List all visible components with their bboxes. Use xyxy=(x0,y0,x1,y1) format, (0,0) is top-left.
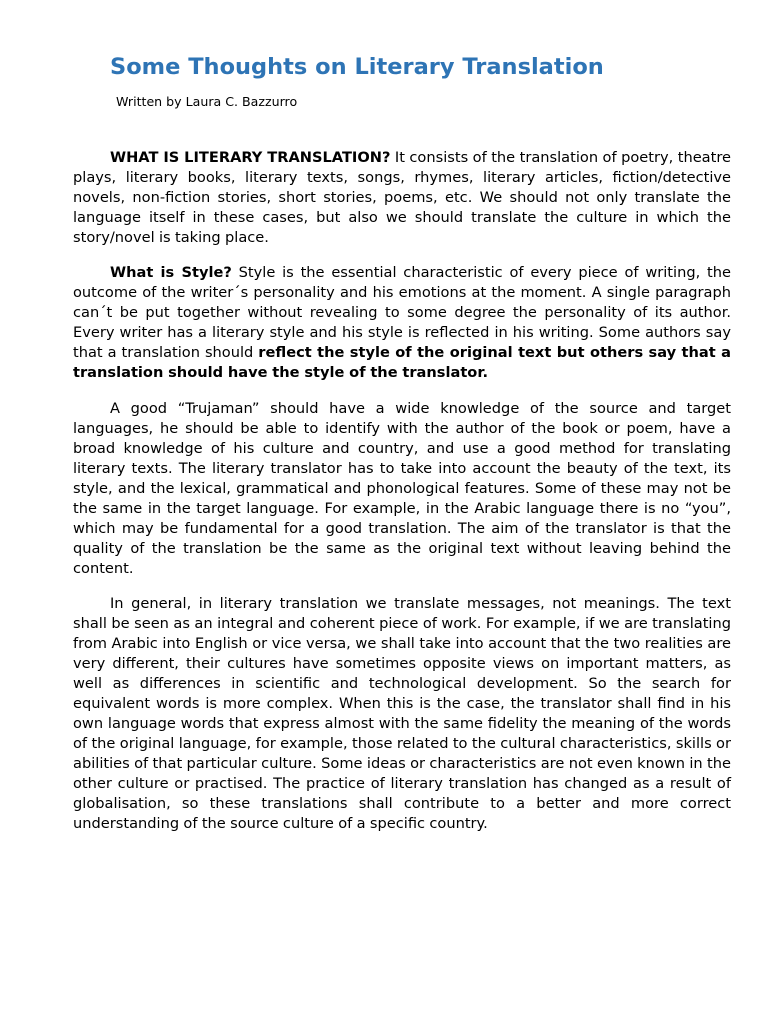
paragraph-heading: WHAT IS LITERARY TRANSLATION? xyxy=(110,149,391,166)
paragraph-text: It consists of the translation of poetry, theatre plays, literary books, literary texts, songs, rhymes, literary articles, fiction/detective novels, non-fiction stories, short stories, poems, etc. We should not only translate the language itself in these cases, but also we should translate the culture in which the story/novel is taking place. xyxy=(73,149,731,246)
paragraph-trujaman xyxy=(73,399,731,579)
paragraph-text: A good “Trujaman” should have a wide knowledge of the source and target languages, he should be able to identify with the author of the book or poem, have a broad knowledge of his culture and country, and use a good method for translating literary texts. The literary translator has to take into account the beauty of the text, its style, and the lexical, grammatical and phonological features. Some of these may not be the same in the target language. For example, in the Arabic language there is no “you”, which may be fundamental for a good translation. The aim of the translator is that the quality of the translation be the same as the original text without leaving behind the content. xyxy=(73,400,731,577)
paragraph-literary-translation xyxy=(73,148,731,248)
paragraph-style xyxy=(73,263,731,383)
emphasized-text: reflect the style of the original text but others say that a translation should have the style of the translator. xyxy=(73,344,731,381)
document-page xyxy=(73,50,731,834)
paragraph-text: In general, in literary translation we translate messages, not meanings. The text shall be seen as an integral and coherent piece of work. For example, if we are translating from Arabic into English or vice versa, we shall take into account that the two realities are very different, their cultures have sometimes opposite views on important matters, as well as differences in scientific and technological development. So the search for equivalent words is more complex. When this is the case, the translator shall find in his own language words that express almost with the same fidelity the meaning of the words of the original language, for example, those related to the cultural characteristics, skills or abilities of that particular culture. Some ideas or characteristics are not even known in the other culture or practised. The practice of literary translation has changed as a result of globalisation, so these translations shall contribute to a better and more correct understanding of the source culture of a specific country. xyxy=(73,595,731,832)
paragraph-text: Style is the essential characteristic of every piece of writing, the outcome of the writer´s personality and his emotions at the moment. A single paragraph can´t be put together without revealing to some degree the personality of its author. Every writer has a literary style and his style is reflected in his writing. Some authors say that a translation should xyxy=(73,264,731,361)
paragraph-general xyxy=(73,594,731,834)
document-title: Some Thoughts on Literary Translation xyxy=(110,54,604,80)
paragraph-heading: What is Style? xyxy=(110,264,232,281)
author-byline: Written by Laura C. Bazzurro xyxy=(116,94,298,109)
